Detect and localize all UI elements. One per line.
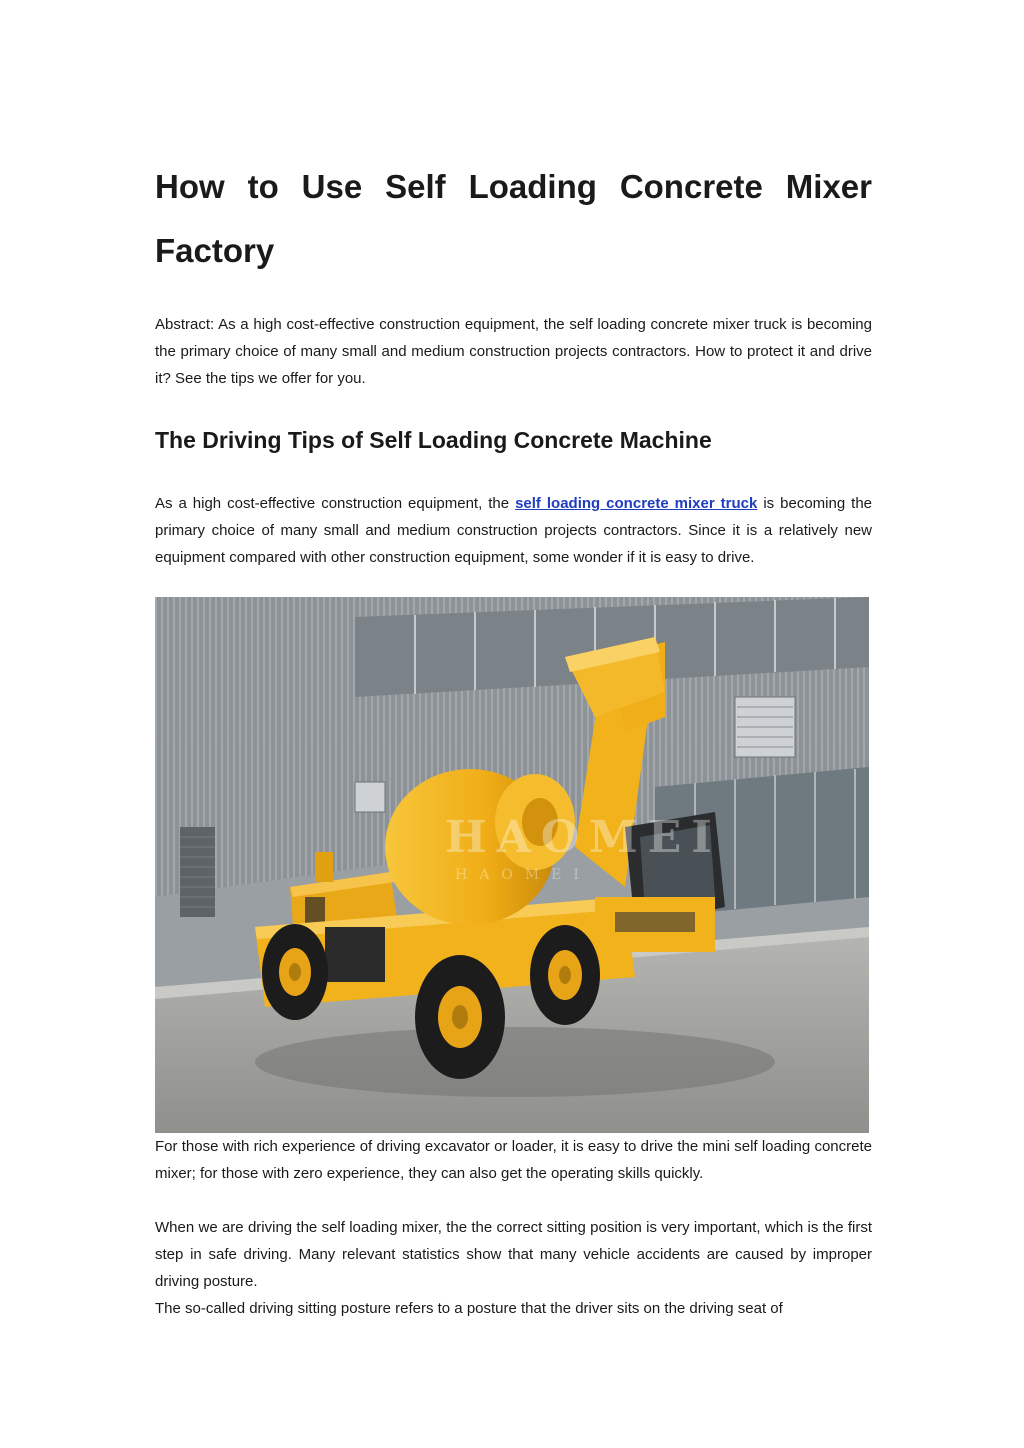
section-heading: The Driving Tips of Self Loading Concrete Machine bbox=[155, 427, 712, 453]
sitting-position-paragraph: When we are driving the self loading mixer, the the correct sitting position is very important, which is the first step in safe driving. Many relevant statistics show that many vehicle accidents are caused by improper driving posture. bbox=[155, 1219, 872, 1290]
photo-watermark: HAOMEI bbox=[445, 812, 722, 863]
intro-paragraph bbox=[155, 490, 872, 571]
posture-paragraph: The so-called driving sitting posture refers to a posture that the driver sits on the driving seat of bbox=[155, 1300, 783, 1317]
intro-text-after-link: is becoming the primary choice of many small and medium construction projects contractors. Since it is a relatively new equipment compared with other construction equipment, some wonder if it is easy to drive. bbox=[155, 495, 872, 566]
article-title: How to Use Self Loading Concrete Mixer Factory bbox=[155, 168, 872, 269]
photo-watermark-sub: HAOMEI bbox=[455, 867, 591, 883]
mixer-truck-photo bbox=[155, 597, 869, 1133]
abstract-paragraph: Abstract: As a high cost-effective construction equipment, the self loading concrete mixer truck is becoming the primary choice of many small and medium construction projects contractors. How to protect it and drive it? See the tips we offer for you. bbox=[155, 316, 872, 387]
self-loading-mixer-link[interactable]: self loading concrete mixer truck bbox=[515, 495, 758, 512]
intro-text-before-link: As a high cost-effective construction equipment, the bbox=[155, 495, 516, 512]
experience-paragraph: For those with rich experience of driving excavator or loader, it is easy to drive the mini self loading concrete mixer; for those with zero experience, they can also get the operating skills quickly. bbox=[155, 1138, 872, 1182]
